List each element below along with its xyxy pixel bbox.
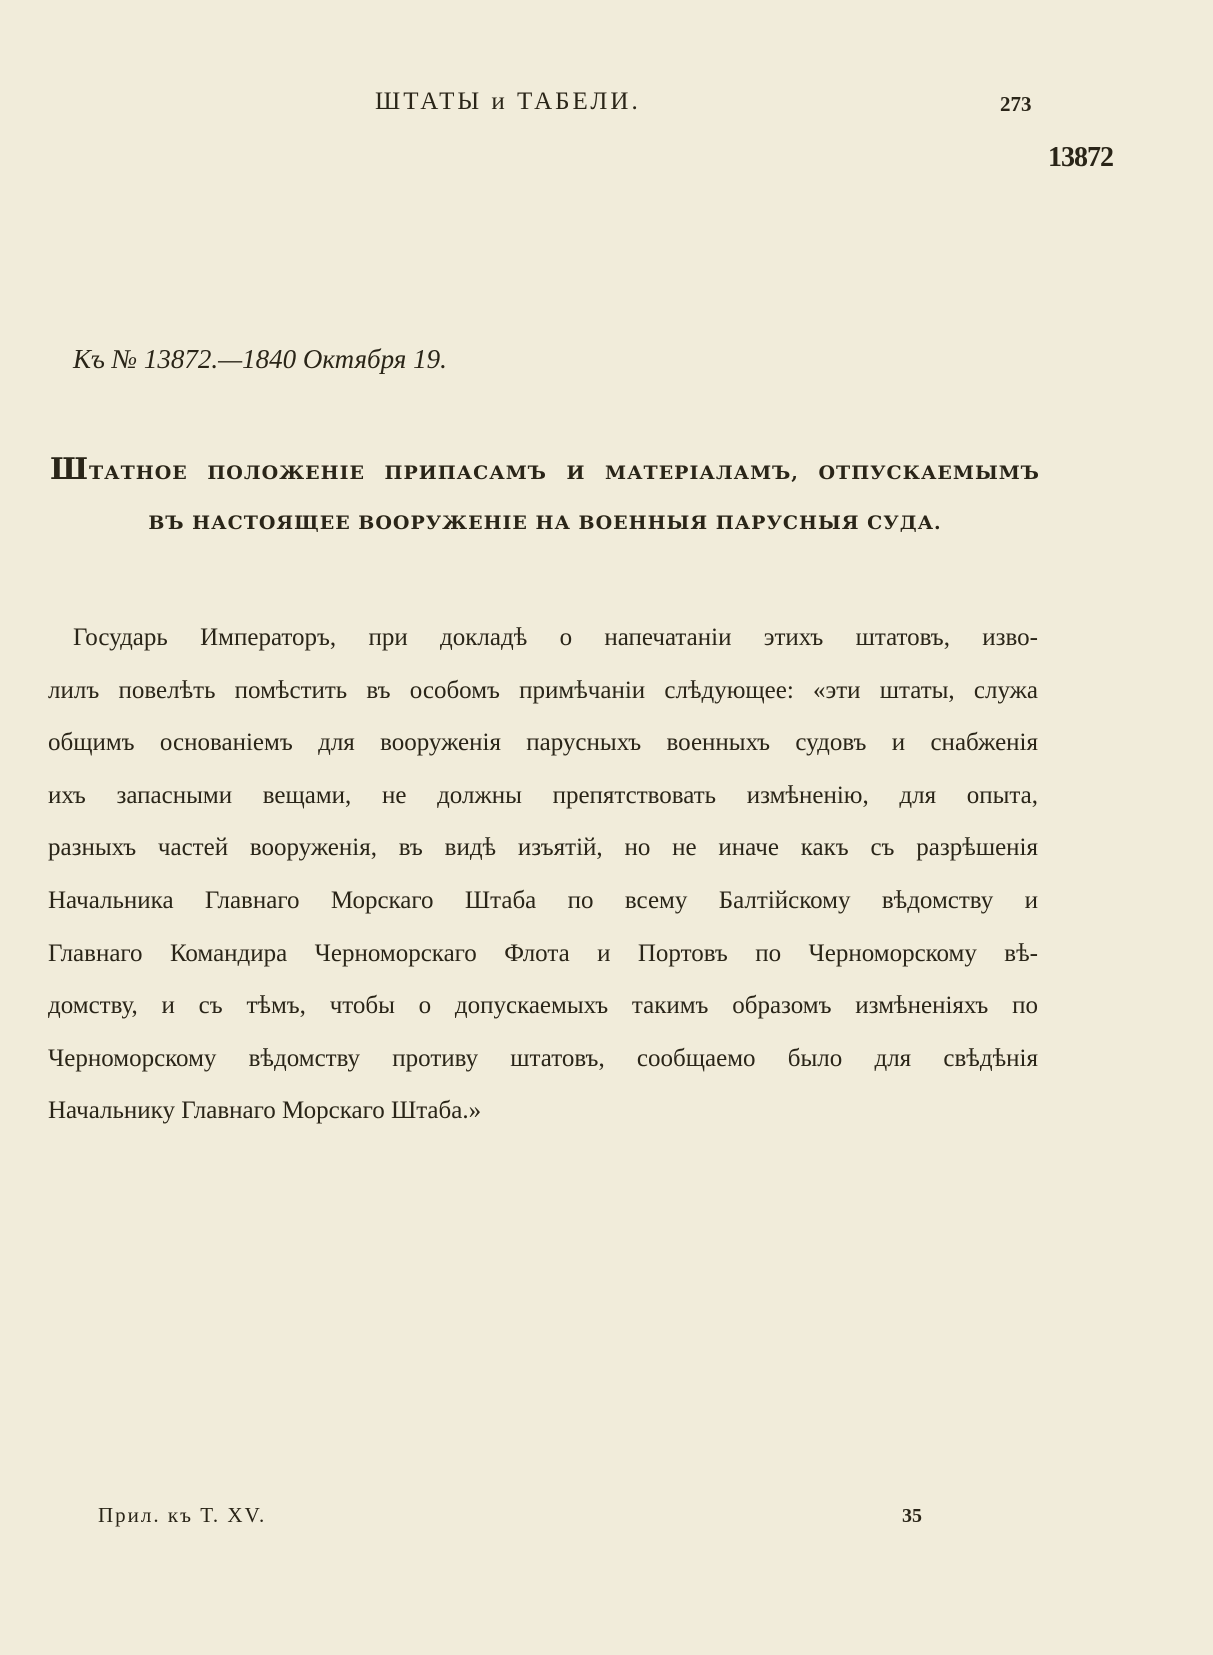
footer-signature: Прил. къ Т. XV. bbox=[98, 1503, 267, 1527]
body-line: Главнаго Командира Черноморскаго Флота и Портовъ по Черноморскому вѣ- bbox=[48, 939, 1038, 967]
title-line-1-text: ТАТНОЕ ПОЛОЖЕНІЕ ПРИПАСАМЪ И МАТЕРІАЛАМЪ, ОТПУСКАЕМЫМЪ bbox=[89, 462, 1040, 484]
body-line: Государь Императоръ, при докладѣ о напечатаніи этихъ штатовъ, изво- bbox=[73, 624, 1038, 651]
running-head: ШТАТЫ и ТАБЕЛИ. bbox=[375, 88, 641, 115]
body-line: Начальнику Главнаго Морскаго Штаба.» bbox=[48, 1097, 482, 1125]
title-drop-letter: Ш bbox=[50, 452, 90, 487]
document-number: 13872 bbox=[1048, 142, 1113, 173]
title-line-1 bbox=[50, 452, 1040, 487]
reference-line: Къ № 13872.—1840 Октября 19. bbox=[73, 344, 447, 374]
page-number: 273 bbox=[1000, 92, 1032, 116]
body-line: ихъ запасными вещами, не должны препятствовать измѣненію, для опыта, bbox=[48, 781, 1038, 809]
footer-sheet-number: 35 bbox=[902, 1505, 922, 1527]
body-line: разныхъ частей вооруженія, въ видѣ изъятій, но не иначе какъ съ разрѣшенія bbox=[48, 834, 1038, 862]
body-line: общимъ основаніемъ для вооруженія парусныхъ военныхъ судовъ и снабженія bbox=[48, 729, 1038, 757]
title-line-2: ВЪ НАСТОЯЩЕЕ ВООРУЖЕНІЕ НА ВОЕННЫЯ ПАРУСНЫЯ СУДА. bbox=[148, 512, 942, 534]
body-paragraph bbox=[48, 612, 1038, 1138]
body-line: лилъ повелѣть помѣстить въ особомъ примѣчаніи слѣдующее: «эти штаты, служа bbox=[48, 676, 1038, 704]
body-line: Черноморскому вѣдомству противу штатовъ, сообщаемо было для свѣдѣнія bbox=[48, 1044, 1038, 1072]
body-line: домству, и съ тѣмъ, чтобы о допускаемыхъ такимъ образомъ измѣненіяхъ по bbox=[48, 992, 1038, 1020]
body-line: Начальника Главнаго Морскаго Штаба по всему Балтійскому вѣдомству и bbox=[48, 886, 1038, 914]
